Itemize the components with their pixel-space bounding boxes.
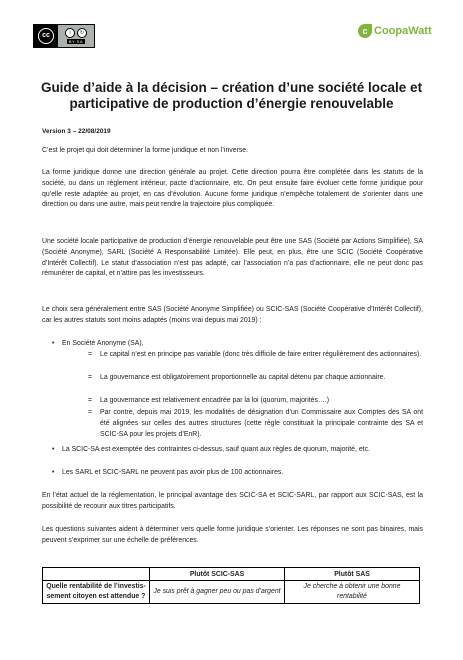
paragraph-avantage: En l’état actuel de la réglementation, le principal avantage des SCIC-SA et SCIC-SARL, par rapport aux SCIC-SAS, est la possibilité de recourir aux titres participatifs. [42, 492, 423, 510]
leaf-icon: c [358, 24, 372, 38]
bullet-scic-sa: • La SCIC-SA est exemptée des contraintes ci-dessus, sauf quant aux règles de quorum, majorité, etc. [62, 445, 423, 456]
table-header-scic-sas: Plutôt SCIC-SAS [150, 568, 285, 581]
paragraph-choix: Le choix sera généralement entre SAS (Société Anonyme Simplifiée) ou SCIC-SAS (Société Coopérative d’Intérêt Collectif), car les autres statuts sont moins adaptés (moins vrai depuis mai 2019) : [42, 306, 423, 324]
document-title: Guide d’aide à la décision – création d’une société locale et participative de production d’énergie renouvelable [40, 80, 423, 111]
paragraph-types-societe: Une société locale participative de production d’énergie renouvelable peut être une SAS (Société par Actions Simplifiée), SA (Société Anonyme), SARL (Société A Responsabilité Limitée). Elle peut, en plus, être une SCIC (Société Coopérative d’Intérêt Collectif). Le statut d’association n’est pas adapté, car l’association n’a pas d’actionnaire, elle ne peut donc pas rémunérer de capital, et n’attire pas les investisseurs. [42, 238, 423, 278]
sub-bullet-commissaire: = Par contre, depuis mai 2019, les modalités de désignation d’un Commissaire aux Comptes des SA ont été alignées sur celles des autres structures (cette règle constituait la principale contrainte des SA et SCIC-SA pour les projets d’EnR). [100, 408, 423, 440]
bullet-sa: • En Société Anonyme (SA), [62, 339, 423, 350]
paragraph-questions: Les questions suivantes aident à déterminer vers quelle forme juridique s’orienter. Les réponses ne sont pas binaires, mais peuvent s’exprimer sur une échelle de préférences. [42, 526, 423, 544]
bullet-sarl: • Les SARL et SCIC-SARL ne peuvent pas avoir plus de 100 actionnaires. [62, 468, 423, 479]
version-line: Version 3 – 22/08/2019 [42, 128, 111, 135]
table-sas-cell: Je cherche à obtenir une bonne rentabilité [285, 581, 420, 604]
license-label: BY SA [68, 39, 84, 44]
by-icon: i [65, 28, 75, 38]
sub-bullet-gouvernance: = La gouvernance est obligatoirement proportionnelle au capital détenu par chaque actionnaire. [100, 373, 423, 384]
share-alike-icon: ↻ [77, 28, 87, 38]
paragraph-forme-juridique: La forme juridique donne une direction générale au projet. Cette direction pourra être complétée dans les statuts de la société, ou dans un règlement intérieur, pacte d’actionnaire, etc. On peut ensuite faire évoluer cette forme juridique pour qu’elle reste adaptée au projet, en cas d’évolution. Aucune forme juridique n’empêche totalement de s’orienter dans une direction ou dans une autre, mais peut rendre la trajectoire plus compliquée. [42, 169, 423, 209]
sub-bullet-loi: = La gouvernance est relativement encadrée par la loi (quorum, majorités….) [100, 396, 423, 407]
paragraph-intro: C’est le projet qui doit déterminer la forme juridique et non l’inverse. [42, 147, 249, 154]
table-question-cell: Quelle rentabilité de l’investis-sement citoyen est attendue ? [43, 581, 150, 604]
table-scic-cell: Je suis prêt à gagner peu ou pas d’argent [150, 581, 285, 604]
cc-icon: cc [34, 25, 58, 47]
decision-table [42, 567, 420, 604]
creative-commons-badge [33, 24, 95, 48]
table-row [43, 581, 420, 604]
coopawatt-logo [358, 24, 432, 38]
table-header-row [43, 568, 420, 581]
table-header-empty [43, 568, 150, 581]
sub-bullet-capital: = Le capital n’est en principe pas variable (donc très difficile de faire entrer régulièrement des actionnaires). [100, 350, 423, 361]
logo-text: CoopaWatt [374, 25, 432, 37]
table-header-sas: Plutôt SAS [285, 568, 420, 581]
